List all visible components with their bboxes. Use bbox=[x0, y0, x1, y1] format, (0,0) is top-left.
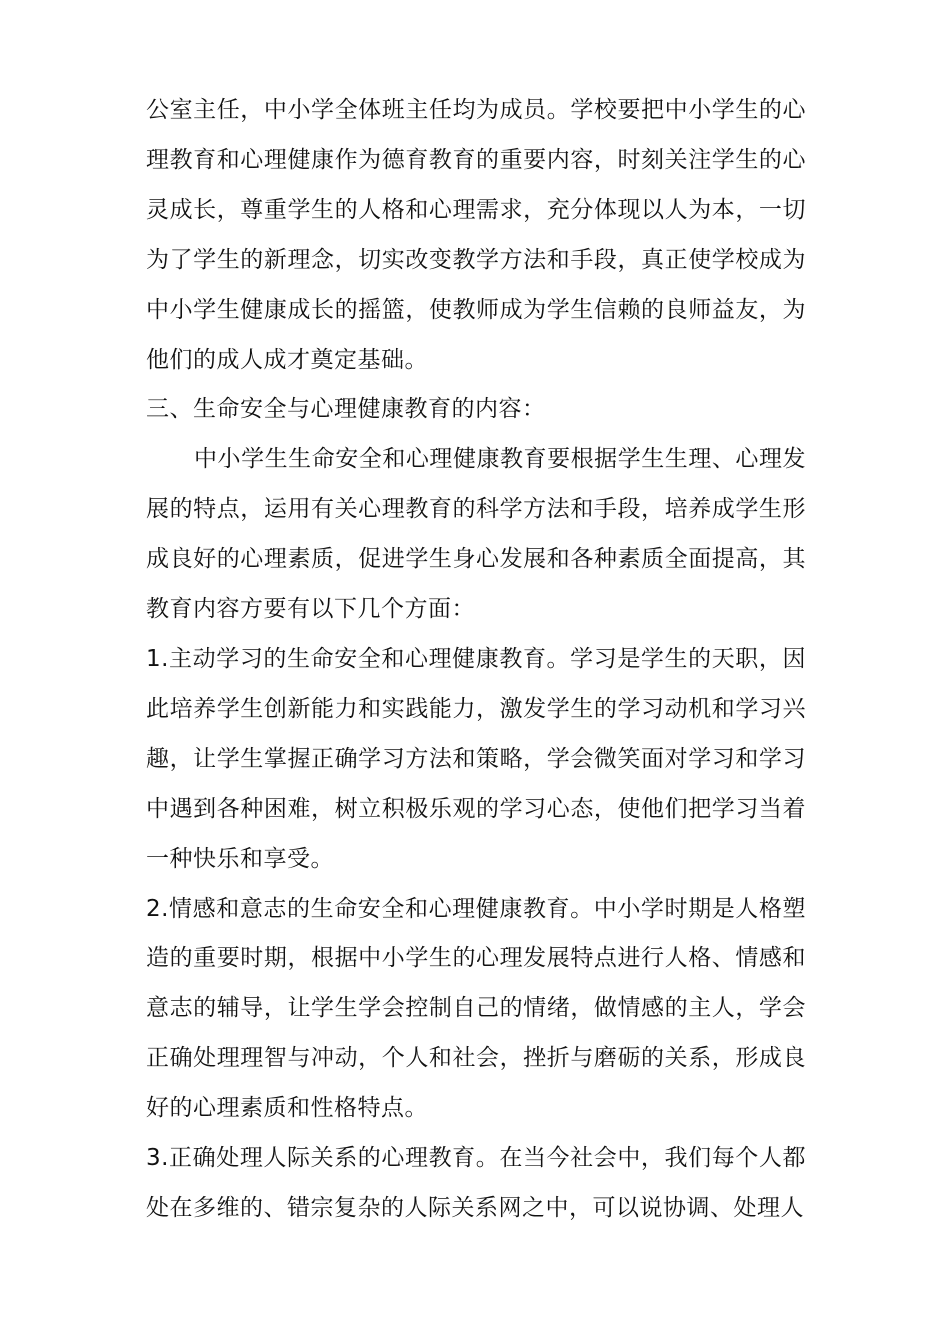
list-item-1: 1.主动学习的生命安全和心理健康教育。学习是学生的天职，因此培养学生创新能力和实践能力，激发学生的学习动机和学习兴趣，让学生掌握正确学习方法和策略，学会微笑面对学习和学习中遇到各种困难，树立积极乐观的学习心态，使他们把学习当着一种快乐和享受。 bbox=[146, 645, 806, 872]
document-body bbox=[146, 86, 806, 1234]
section-heading: 三、生命安全与心理健康教育的内容： bbox=[146, 396, 546, 423]
list-item-3: 3.正确处理人际关系的心理教育。在当今社会中，我们每个人都处在多维的、错宗复杂的人际关系网之中，可以说协调、处理人 bbox=[146, 1145, 806, 1221]
paragraph-continuation: 公室主任，中小学全体班主任均为成员。学校要把中小学生的心理教育和心理健康作为德育教育的重要内容，时刻关注学生的心灵成长，尊重学生的人格和心理需求，充分体现以人为本，一切为了学生的新理念，切实改变教学方法和手段，真正使学校成为中小学生健康成长的摇篮，使教师成为学生信赖的良师益友，为他们的成人成才奠定基础。 bbox=[146, 97, 806, 373]
list-item-2: 2.情感和意志的生命安全和心理健康教育。中小学时期是人格塑造的重要时期，根据中小学生的心理发展特点进行人格、情感和意志的辅导，让学生学会控制自己的情绪，做情感的主人，学会正确处理理智与冲动，个人和社会，挫折与磨砺的关系，形成良好的心理素质和性格特点。 bbox=[146, 895, 806, 1122]
paragraph-intro: 中小学生生命安全和心理健康教育要根据学生生理、心理发展的特点，运用有关心理教育的科学方法和手段，培养成学生形成良好的心理素质，促进学生身心发展和各种素质全面提高，其教育内容方要有以下几个方面： bbox=[146, 446, 806, 623]
